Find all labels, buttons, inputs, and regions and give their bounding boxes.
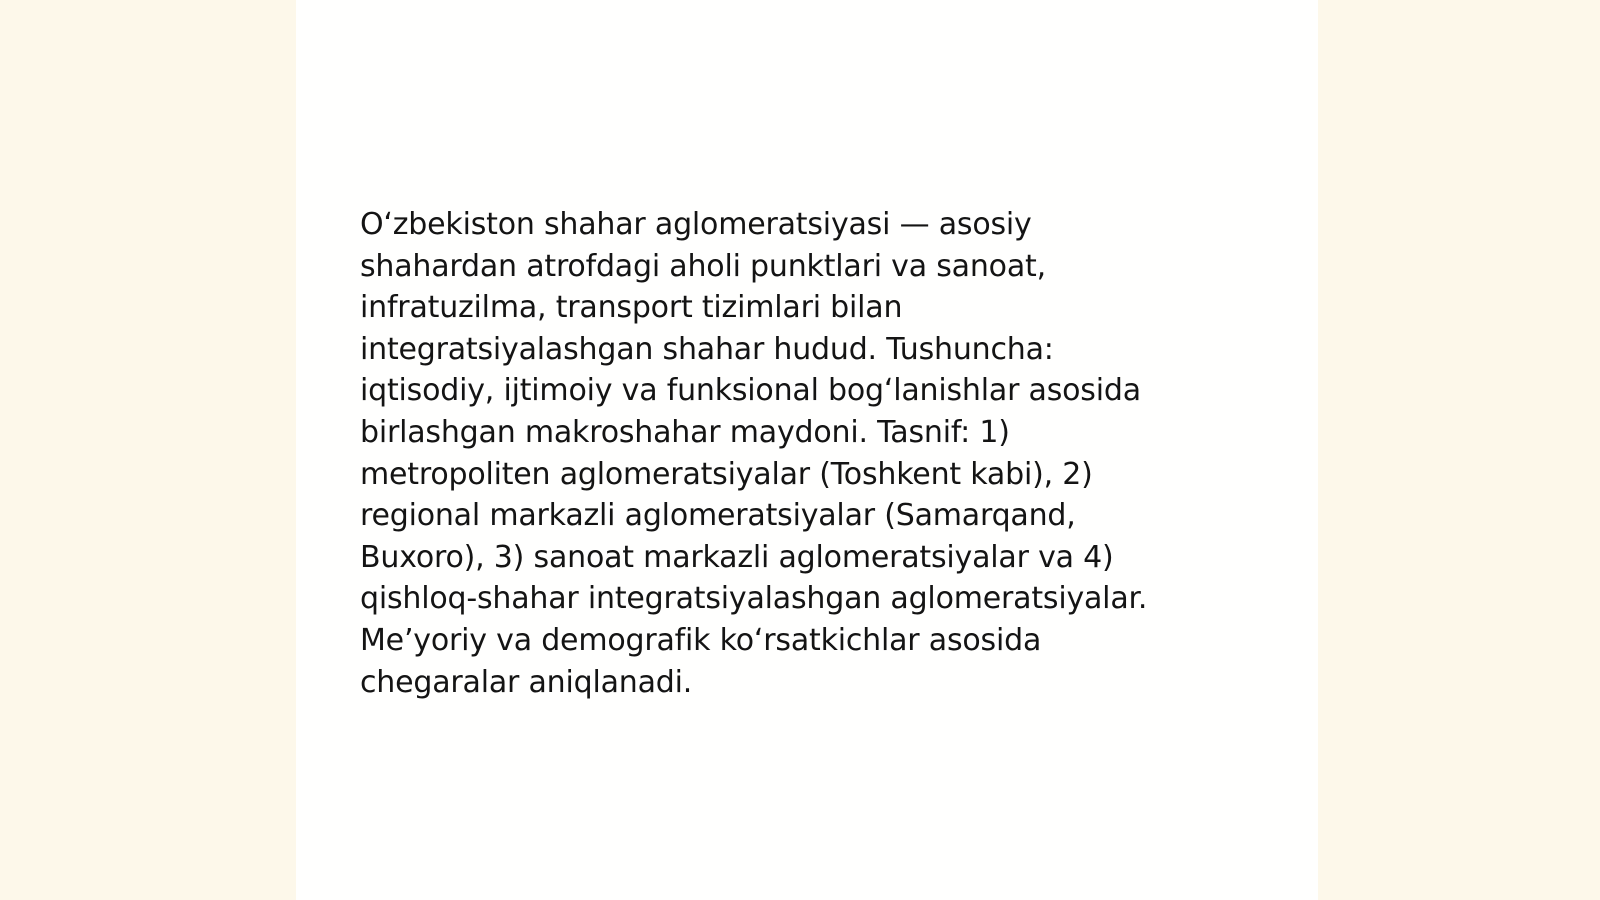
text-line: infratuzilma, transport tizimlari bilan — [360, 290, 903, 326]
text-line: regional markazli aglomeratsiyalar (Samarqand, — [360, 498, 1076, 534]
text-line: chegaralar aniqlanadi. — [360, 664, 693, 700]
body-paragraph — [360, 204, 1240, 703]
text-line: qishloq-shahar integratsiyalashgan aglomeratsiyalar. — [360, 581, 1148, 617]
text-line: Buxoro), 3) sanoat markazli aglomeratsiyalar va 4) — [360, 539, 1114, 575]
right-margin-background — [1318, 0, 1600, 900]
left-margin-background — [0, 0, 296, 900]
text-line: integratsiyalashgan shahar hudud. Tushuncha: — [360, 331, 1054, 367]
text-line: shahardan atrofdagi aholi punktlari va sanoat, — [360, 248, 1046, 284]
text-line: iqtisodiy, ijtimoiy va funksional bog‘lanishlar asosida — [360, 373, 1141, 409]
text-line: Me’yoriy va demografik ko‘rsatkichlar asosida — [360, 622, 1042, 658]
text-line: metropoliten aglomeratsiyalar (Toshkent kabi), 2) — [360, 456, 1093, 492]
text-line: birlashgan makroshahar maydoni. Tasnif: 1) — [360, 414, 1010, 450]
text-line: O‘zbekiston shahar aglomeratsiyasi — asosiy — [360, 207, 1032, 242]
